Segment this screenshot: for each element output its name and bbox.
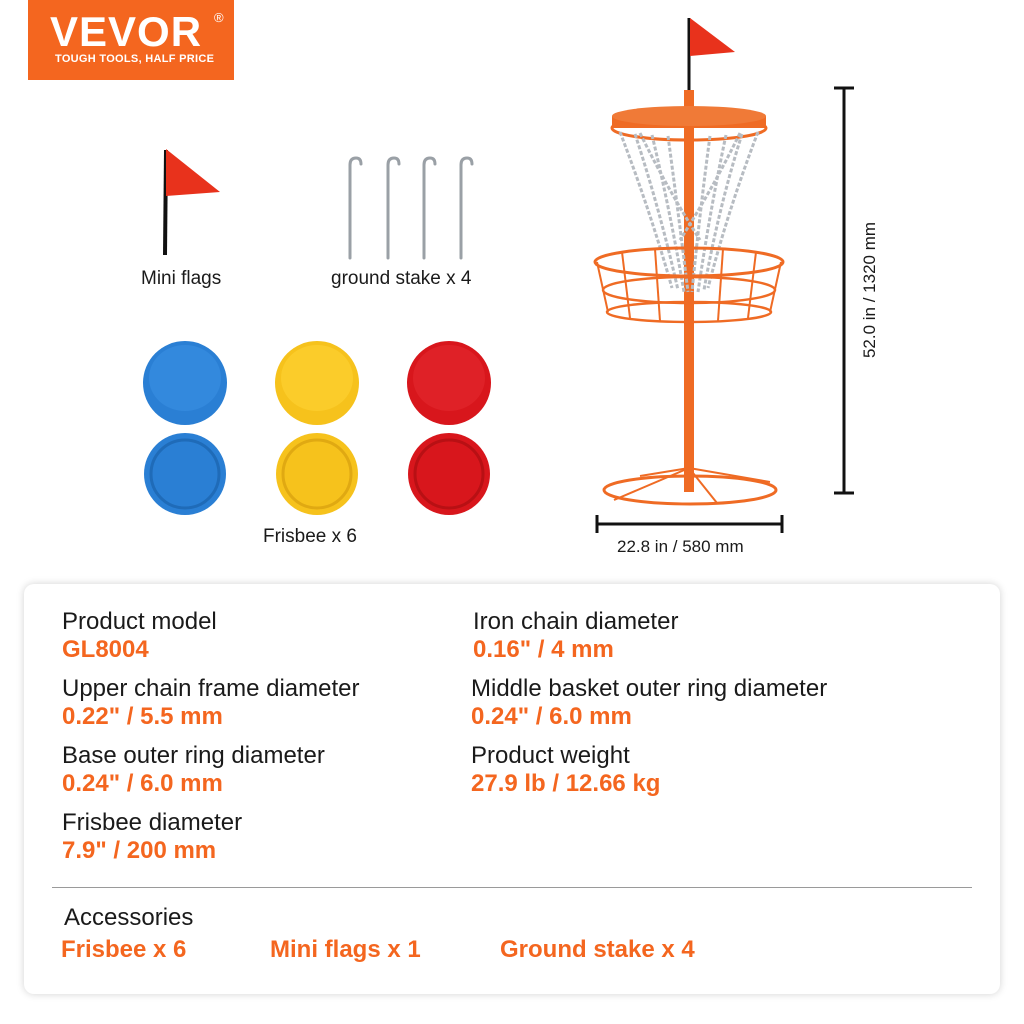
spec-label: Product model [62, 608, 217, 635]
spec-label: Product weight [471, 742, 630, 769]
spec-label: Iron chain diameter [473, 608, 679, 635]
height-dimension-label: 52.0 in / 1320 mm [860, 221, 879, 359]
brand-name: VEVOR [50, 8, 203, 55]
spec-value: 27.9 lb / 12.66 kg [471, 770, 661, 797]
width-dimension-label: 22.8 in / 580 mm [617, 537, 744, 556]
frisbee-set-icon [143, 341, 491, 515]
spec-base-outer-ring-diameter [62, 742, 325, 798]
mini-flag-icon [165, 149, 220, 255]
specifications-card [24, 584, 1000, 994]
spec-middle-basket-ring-diameter [471, 675, 827, 731]
brand-tagline: TOUGH TOOLS, HALF PRICE [55, 53, 215, 65]
spec-product-model [62, 608, 217, 664]
section-divider [52, 887, 972, 888]
vevor-logo [28, 0, 234, 80]
disc-golf-basket-icon [595, 18, 783, 504]
spec-frisbee-diameter [62, 809, 242, 865]
accessory-item: Frisbee x 6 [61, 936, 187, 963]
spec-upper-chain-frame-diameter [62, 675, 359, 731]
mini-flags-label: Mini flags [141, 268, 222, 289]
spec-label: Middle basket outer ring diameter [471, 675, 828, 702]
spec-value: 0.24" / 6.0 mm [471, 703, 632, 730]
spec-value: 0.22" / 5.5 mm [62, 703, 223, 730]
width-dimension-line [597, 515, 782, 533]
spec-label: Base outer ring diameter [62, 742, 325, 769]
accessory-item: Ground stake x 4 [500, 936, 695, 963]
spec-value: 0.24" / 6.0 mm [62, 770, 223, 797]
spec-iron-chain-diameter [473, 608, 678, 664]
spec-label: Upper chain frame diameter [62, 675, 360, 702]
spec-label: Frisbee diameter [62, 809, 243, 836]
spec-value: GL8004 [62, 636, 149, 663]
spec-value: 7.9" / 200 mm [62, 837, 217, 864]
spec-value: 0.16" / 4 mm [473, 636, 614, 663]
ground-stakes-icon [350, 158, 472, 258]
accessories-title: Accessories [64, 904, 194, 931]
accessory-item: Mini flags x 1 [270, 936, 421, 963]
frisbee-label: Frisbee x 6 [263, 526, 357, 547]
ground-stakes-label: ground stake x 4 [331, 268, 472, 289]
height-dimension-line [834, 88, 854, 493]
spec-product-weight [471, 742, 660, 798]
registered-mark: ® [214, 10, 224, 25]
